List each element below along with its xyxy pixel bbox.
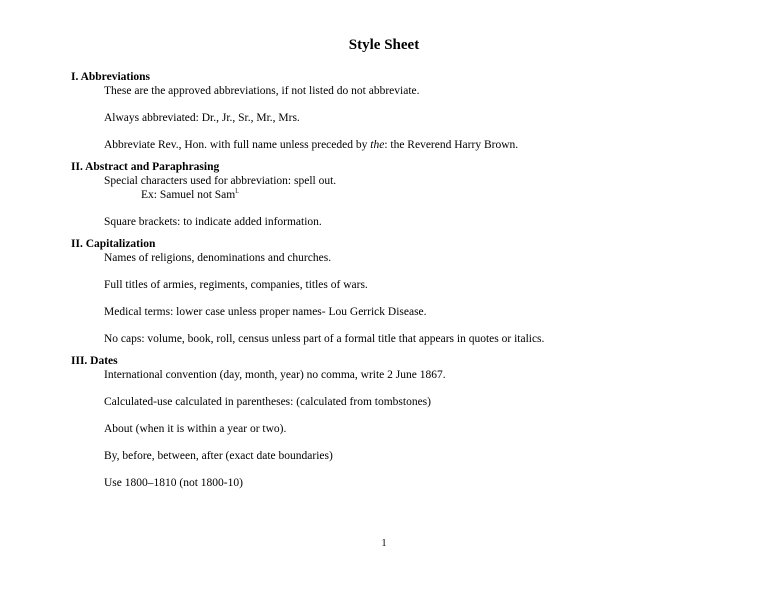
list-item: Always abbreviated: Dr., Jr., Sr., Mr., Mrs. [104,112,300,124]
list-item: Calculated-use calculated in parentheses: (calculated from tombstones) [104,396,431,408]
section-dates [71,354,751,490]
document-body [71,70,751,498]
item-text: Abbreviate Rev., Hon. with full name unless preceded by [104,139,371,151]
section-heading: II. Capitalization [71,238,156,250]
example-superscript: l. [235,187,239,196]
list-item: Names of religions, denominations and churches. [104,252,332,264]
example-line [141,188,751,202]
section-abbreviations [71,70,751,152]
section-abstract [71,160,751,229]
item-text: : the Reverend Harry Brown. [384,139,519,151]
list-item: International convention (day, month, year) no comma, write 2 June 1867. [104,369,446,381]
page-title: Style Sheet [348,37,420,53]
item-text-italic: the [370,139,385,151]
list-item: About (when it is within a year or two). [104,423,287,435]
list-item: Special characters used for abbreviation: spell out. [104,175,337,187]
list-item: By, before, between, after (exact date boundaries) [104,450,333,462]
list-item: Medical terms: lower case unless proper names- Lou Gerrick Disease. [104,306,427,318]
section-heading: I. Abbreviations [71,71,151,83]
list-item: Square brackets: to indicate added information. [104,216,322,228]
section-capitalization [71,237,751,346]
section-heading: II. Abstract and Paraphrasing [71,161,220,173]
list-item: These are the approved abbreviations, if not listed do not abbreviate. [104,85,420,97]
list-item: Use 1800–1810 (not 1800-10) [104,477,243,489]
list-item: No caps: volume, book, roll, census unless part of a formal title that appears in quotes or italics. [104,333,545,345]
list-item-reverend [104,138,751,152]
list-item: Full titles of armies, regiments, companies, titles of wars. [104,279,368,291]
page-number: 1 [381,538,387,549]
section-heading: III. Dates [71,355,118,367]
example-text: Ex: Samuel not Sam [141,189,236,201]
